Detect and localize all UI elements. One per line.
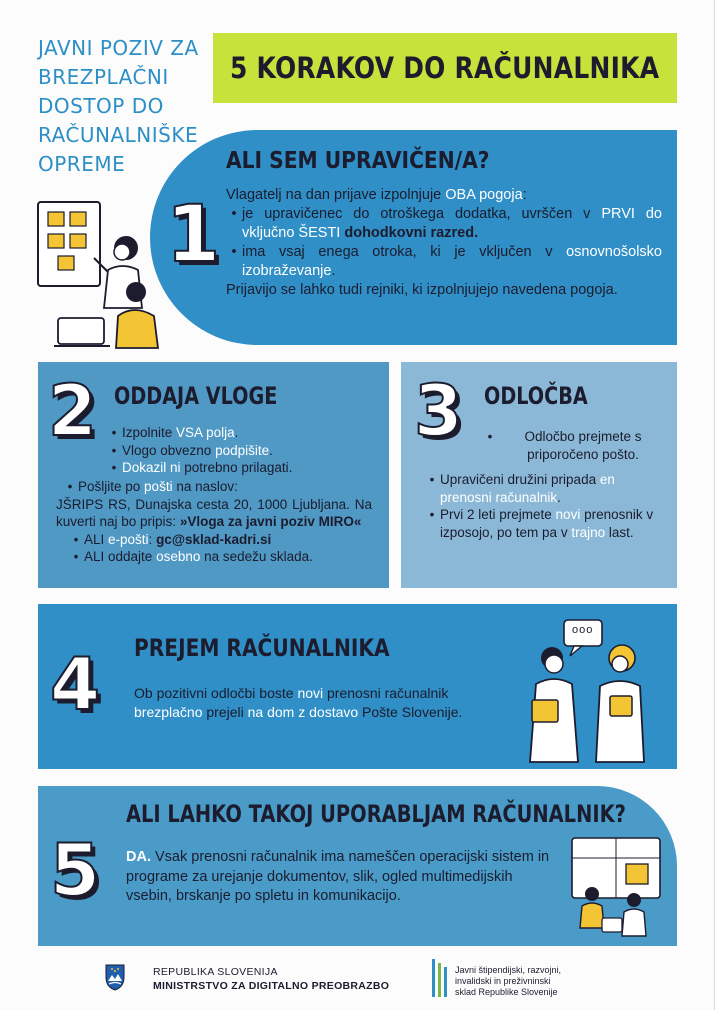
step2-bullet: • Izpolnite VSA polja. <box>111 425 239 440</box>
step4-title: PREJEM RAČUNALNIKA <box>134 634 390 662</box>
main-title-box <box>213 33 677 103</box>
call-title-line: DOSTOP DO <box>38 94 164 118</box>
team-work-illustration <box>562 832 674 942</box>
call-title <box>38 34 208 179</box>
step1-body <box>226 186 662 300</box>
fund-line: invalidski in preživninski <box>455 976 551 986</box>
step2-bullet: • Vlogo obvezno podpišite. <box>111 442 273 458</box>
step2-title: ODDAJA VLOGE <box>114 382 278 410</box>
step1-intro: Vlagatelj na dan prijave izpolnjuje OBA pogoja: <box>226 187 527 203</box>
step3-bullet: • Odločbo prejmete s priporočeno pošto. <box>487 429 642 462</box>
ministry-name <box>153 965 389 993</box>
call-title-line: OPREME <box>38 152 126 176</box>
speech-bubble-text: ooo <box>572 624 594 636</box>
call-title-line: BREZPLAČNI <box>38 65 169 89</box>
coat-of-arms-icon <box>104 963 126 991</box>
fund-name <box>455 965 561 998</box>
women-talking-illustration <box>518 618 668 764</box>
step2-bullet: • ALI oddajte osebno na sedežu sklada. <box>73 549 313 564</box>
footer <box>0 955 715 1010</box>
step1-title: ALI SEM UPRAVIČEN/A? <box>226 148 490 174</box>
step3-body <box>424 428 668 541</box>
step1-bullet: • ima vsaj enega otroka, ki je vključen v osnovnošolsko izobraževanje. <box>231 244 662 279</box>
step2-bullet: • Dokazil ni potrebno prilagati. <box>111 460 293 475</box>
fund-line: sklad Republike Slovenije <box>455 987 558 997</box>
step1-bullet: • je upravičenec do otroškega dodatka, uvrščen v PRVI do vključno ŠESTI dohodkovni razred. <box>231 206 662 241</box>
step2-bullet: • Pošljite po pošti na naslov: <box>67 479 238 494</box>
call-title-line: JAVNI POZIV ZA <box>38 36 199 60</box>
step3-bullet: • Upravičeni družini pripada en prenosni računalnik. <box>429 472 615 505</box>
step2-address: JŠRIPS RS, Dunajska cesta 20, 1000 Ljubljana. Na kuverti naj bo pripis: »Vloga za javni poziv MIRO« <box>56 496 372 529</box>
step1-number: 1 <box>166 190 221 280</box>
ministry-line: MINISTRSTVO ZA DIGITALNO PREOBRAZBO <box>153 980 390 992</box>
step4-body: Ob pozitivni odločbi boste novi prenosni računalnik brezplačno prejeli na dom z dostavo Pošte Slovenije. <box>134 685 463 720</box>
step5-title: ALI LAHKO TAKOJ UPORABLJAM RAČUNALNIK? <box>126 800 626 828</box>
step3-title: ODLOČBA <box>484 382 588 410</box>
fund-line: Javni štipendijski, razvojni, <box>455 965 562 975</box>
step5-number: 5 <box>50 828 101 912</box>
step3-number: 3 <box>414 370 463 452</box>
step4-number: 4 <box>50 642 101 726</box>
women-board-illustration <box>36 200 166 350</box>
call-title-line: RAČUNALNIŠKE <box>38 123 199 147</box>
step5-body: DA. Vsak prenosni računalnik ima nameščen operacijski sistem in programe za urejanje dokumentov, slik, ogled multimedijskih vsebin, brskanje po spletu in komunikacijo. <box>126 849 550 904</box>
step2-number: 2 <box>48 370 97 452</box>
step2-bullet: • ALI e-pošti: gc@sklad-kadri.si <box>73 531 272 547</box>
step2-post <box>56 478 372 566</box>
main-title: 5 KORAKOV DO RAČUNALNIKA <box>230 51 660 85</box>
step1-outro: Prijavijo se lahko tudi rejniki, ki izpolnjujejo navedena pogoja. <box>226 282 618 298</box>
ministry-line: REPUBLIKA SLOVENIJA <box>153 966 278 978</box>
step2-body <box>106 424 376 477</box>
fund-logo-icon <box>430 957 450 999</box>
step3-bullet: • Prvi 2 leti prejmete novi prenosnik v izposojo, po tem pa v trajno last. <box>429 507 654 540</box>
